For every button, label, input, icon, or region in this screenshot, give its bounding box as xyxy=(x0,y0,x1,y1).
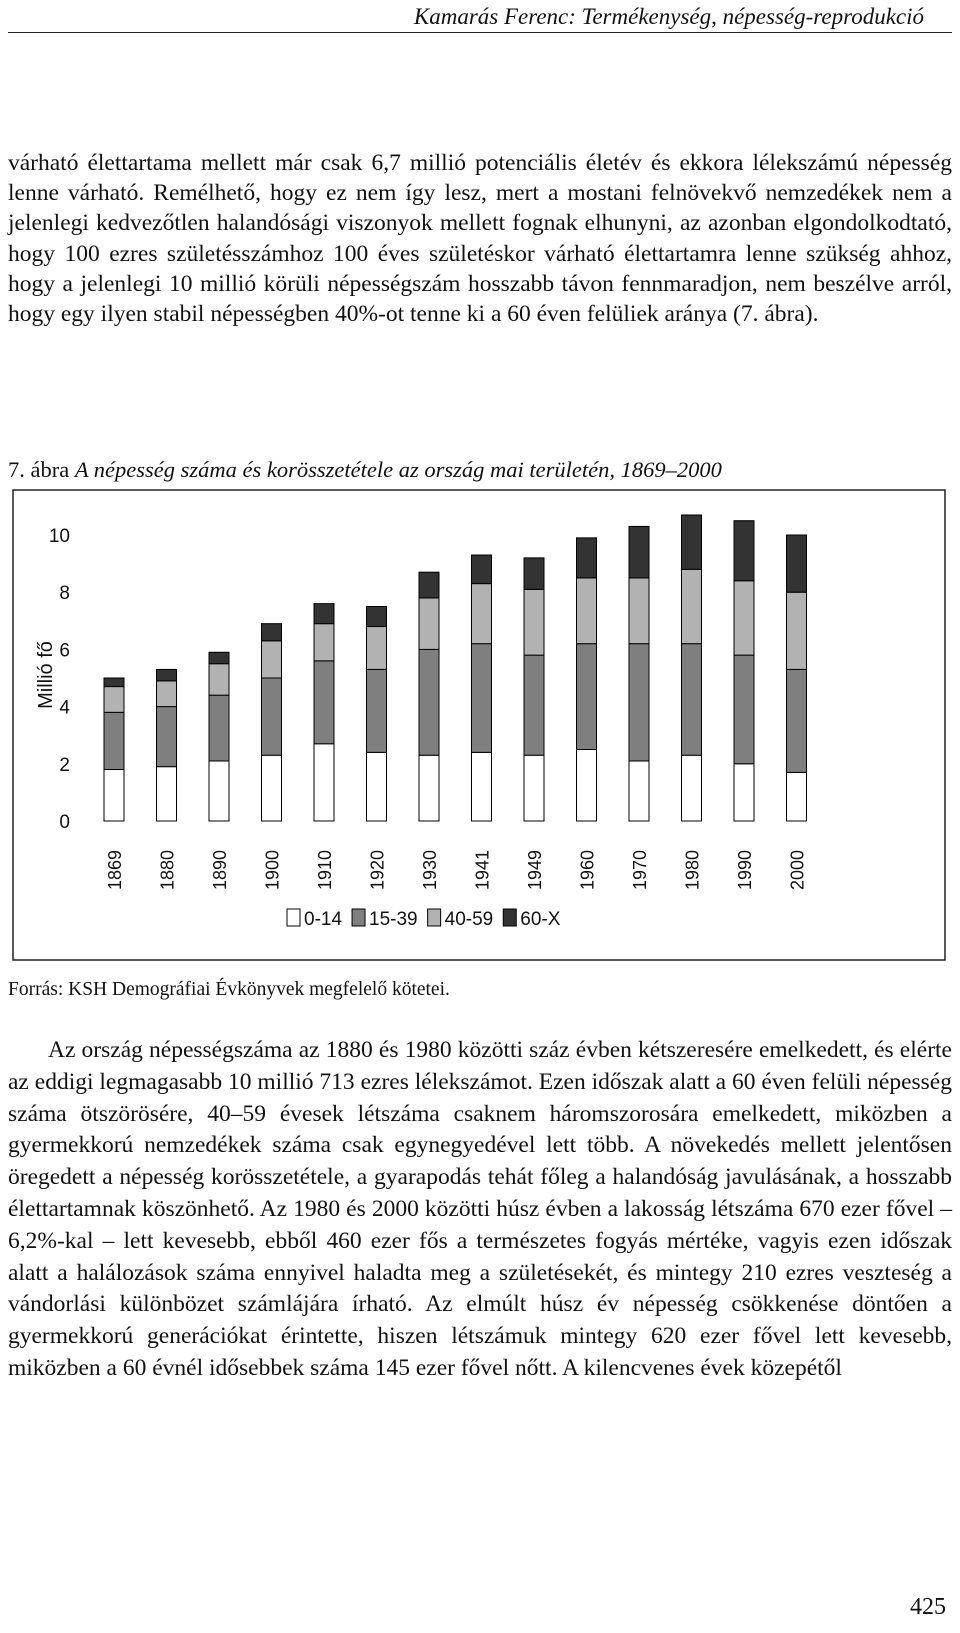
bar-segment-60-X xyxy=(472,555,492,584)
bar-segment-0-14 xyxy=(524,755,544,821)
bar-segment-60-X xyxy=(419,572,439,598)
bar-segment-40-59 xyxy=(419,598,439,649)
bar-segment-0-14 xyxy=(157,767,177,821)
legend-swatch-60-X xyxy=(503,909,516,926)
x-tick-label: 1910 xyxy=(315,849,335,890)
bar-segment-40-59 xyxy=(734,581,754,655)
bar-segment-40-59 xyxy=(262,641,282,678)
x-tick-label: 1930 xyxy=(420,849,440,890)
bar-segment-60-X xyxy=(577,538,597,578)
bar-segment-60-X xyxy=(262,624,282,641)
bar-segment-40-59 xyxy=(524,589,544,655)
legend-label-60-X: 60-X xyxy=(520,909,561,930)
bar-segment-40-59 xyxy=(787,592,807,669)
bar-segment-40-59 xyxy=(472,584,492,644)
bar-segment-0-14 xyxy=(104,770,124,821)
x-tick-label: 1941 xyxy=(472,849,493,890)
bar-segment-40-59 xyxy=(367,627,387,670)
y-tick-label: 6 xyxy=(59,640,70,662)
figure-caption xyxy=(8,457,722,483)
legend-swatch-15-39 xyxy=(352,909,365,926)
bar-segment-15-39 xyxy=(524,655,544,755)
bar-segment-0-14 xyxy=(367,752,387,821)
bar-segment-15-39 xyxy=(419,649,439,755)
bar-segment-60-X xyxy=(682,515,702,569)
x-tick-label: 1990 xyxy=(735,849,755,890)
bar-segment-0-14 xyxy=(314,744,334,821)
bar-segment-0-14 xyxy=(734,764,754,821)
bar-segment-40-59 xyxy=(104,687,124,713)
bar-segment-0-14 xyxy=(682,755,702,821)
bar-segment-0-14 xyxy=(629,761,649,821)
y-tick-label: 8 xyxy=(59,583,70,605)
figure-number: 7. ábra xyxy=(8,457,70,482)
bar-segment-60-X xyxy=(524,558,544,589)
bar-segment-40-59 xyxy=(682,569,702,643)
bar-segment-60-X xyxy=(629,526,649,577)
bar-segment-0-14 xyxy=(419,755,439,821)
x-tick-label: 1960 xyxy=(577,849,598,890)
bar-segment-15-39 xyxy=(734,655,754,764)
bar-segment-60-X xyxy=(734,521,754,581)
bar-segment-0-14 xyxy=(577,750,597,822)
bar-segment-40-59 xyxy=(629,578,649,644)
legend-label-40-59: 40-59 xyxy=(444,909,494,930)
x-tick-label: 1880 xyxy=(157,849,178,890)
x-tick-label: 1869 xyxy=(105,849,125,890)
legend-label-15-39: 15-39 xyxy=(369,909,418,930)
x-tick-label: 1900 xyxy=(262,849,283,890)
header-rule xyxy=(8,32,952,33)
paragraph-1: várható élettartama mellett már csak 6,7 millió potenciális életév és ekkora lélekszámú népesség lenne várható. Remélhető, hogy ez nem így lesz, mert a mostani felnövekvő nemzedékek nem a jelenlegi kedvezőtlen halandósági viszonyok mellett fognak elhunyni, az azonban elgondolkodtató, hogy 100 ezres születésszámhoz 100 éves születéskor várható élettartamra lenne szükség ahhoz, hogy a jelenlegi 10 millió körüli népességszám hosszabb távon fennmaradjon, nem beszélve arról, hogy egy ilyen stabil népességben 40%-ot tenne ki a 60 éven felüliek aránya (7. ábra). xyxy=(8,150,952,328)
bar-segment-40-59 xyxy=(314,624,334,661)
y-axis-label: Millió fő xyxy=(35,641,57,709)
bar-segment-15-39 xyxy=(787,669,807,772)
bar-segment-60-X xyxy=(367,607,387,627)
bar-segment-15-39 xyxy=(472,644,492,753)
bar-segment-40-59 xyxy=(157,681,177,707)
figure-source: Forrás: KSH Demográfiai Évkönyvek megfelelő kötetei. xyxy=(8,979,450,1000)
bar-segment-15-39 xyxy=(629,644,649,761)
x-tick-label: 1980 xyxy=(682,849,703,890)
x-tick-label: 1949 xyxy=(525,849,545,890)
bar-segment-60-X xyxy=(314,604,334,624)
bar-segment-15-39 xyxy=(262,678,282,755)
population-chart xyxy=(8,488,952,964)
bar-segment-0-14 xyxy=(262,755,282,821)
bar-segment-60-X xyxy=(787,535,807,592)
legend-label-0-14: 0-14 xyxy=(304,909,343,930)
y-tick-label: 10 xyxy=(48,526,70,547)
bar-segment-15-39 xyxy=(157,707,177,767)
bar-segment-15-39 xyxy=(314,661,334,744)
bar-segment-40-59 xyxy=(209,664,229,695)
x-tick-label: 1970 xyxy=(630,849,650,890)
figure-title: A népesség száma és korösszetétele az ország mai területén, 1869–2000 xyxy=(74,457,722,482)
bar-segment-0-14 xyxy=(209,761,229,821)
y-tick-label: 0 xyxy=(59,812,70,833)
x-tick-label: 1920 xyxy=(367,849,388,890)
page-number: 425 xyxy=(910,1594,946,1620)
bar-segment-0-14 xyxy=(787,772,807,821)
running-head: Kamarás Ferenc: Termékenység, népesség-reprodukció xyxy=(413,4,924,29)
y-tick-label: 4 xyxy=(59,697,70,719)
bar-segment-15-39 xyxy=(577,644,597,750)
bar-segment-60-X xyxy=(104,678,124,687)
bar-segment-15-39 xyxy=(367,669,387,752)
x-tick-label: 1890 xyxy=(210,849,230,890)
bar-segment-40-59 xyxy=(577,578,597,644)
bar-segment-15-39 xyxy=(209,695,229,761)
y-tick-label: 2 xyxy=(59,754,70,776)
bar-segment-15-39 xyxy=(104,712,124,769)
paragraph-2: Az ország népességszáma az 1880 és 1980 közötti száz évben kétszeresére emelkedett, és elérte az eddigi legmagasabb 10 millió 713 ezres lélekszámot. Ezen időszak alatt a 60 éven felüli népesség száma ötszörösére, 40–59 évesek létszáma csaknem háromszorosára emelkedett, miközben a gyermekkorú nemzedékek száma csak egynegyedével lett több. A növekedés mellett jelentősen öregedett a népesség korösszetétele, a gyarapodás tehát főleg a halandóság javulásának, a hosszabb élettartamnak köszönhető. Az 1980 és 2000 közötti húsz évben a lakosság létszáma 670 ezer fővel – 6,2%-kal – lett kevesebb, ebből 460 ezer fős a természetes fogyás mértéke, vagyis ezen időszak alatt a halálozások száma ennyivel haladta meg a születésekét, és mintegy 210 ezres veszteség a vándorlási különbözet számlájára írható. Az elmúlt húsz év népesség csökkenése döntően a gyermekkorú generációkat érintette, hiszen létszámuk mintegy 620 ezer fővel lett kevesebb, miközben a 60 évnél idősebbek száma 145 ezer fővel nőtt. A kilencvenes évek közepétől xyxy=(8,1037,952,1381)
bar-segment-60-X xyxy=(157,669,177,680)
legend-swatch-40-59 xyxy=(428,909,441,926)
legend-swatch-0-14 xyxy=(287,909,300,926)
bar-segment-60-X xyxy=(209,652,229,663)
bar-segment-0-14 xyxy=(472,752,492,821)
bar-segment-15-39 xyxy=(682,644,702,756)
x-tick-label: 2000 xyxy=(787,849,808,890)
